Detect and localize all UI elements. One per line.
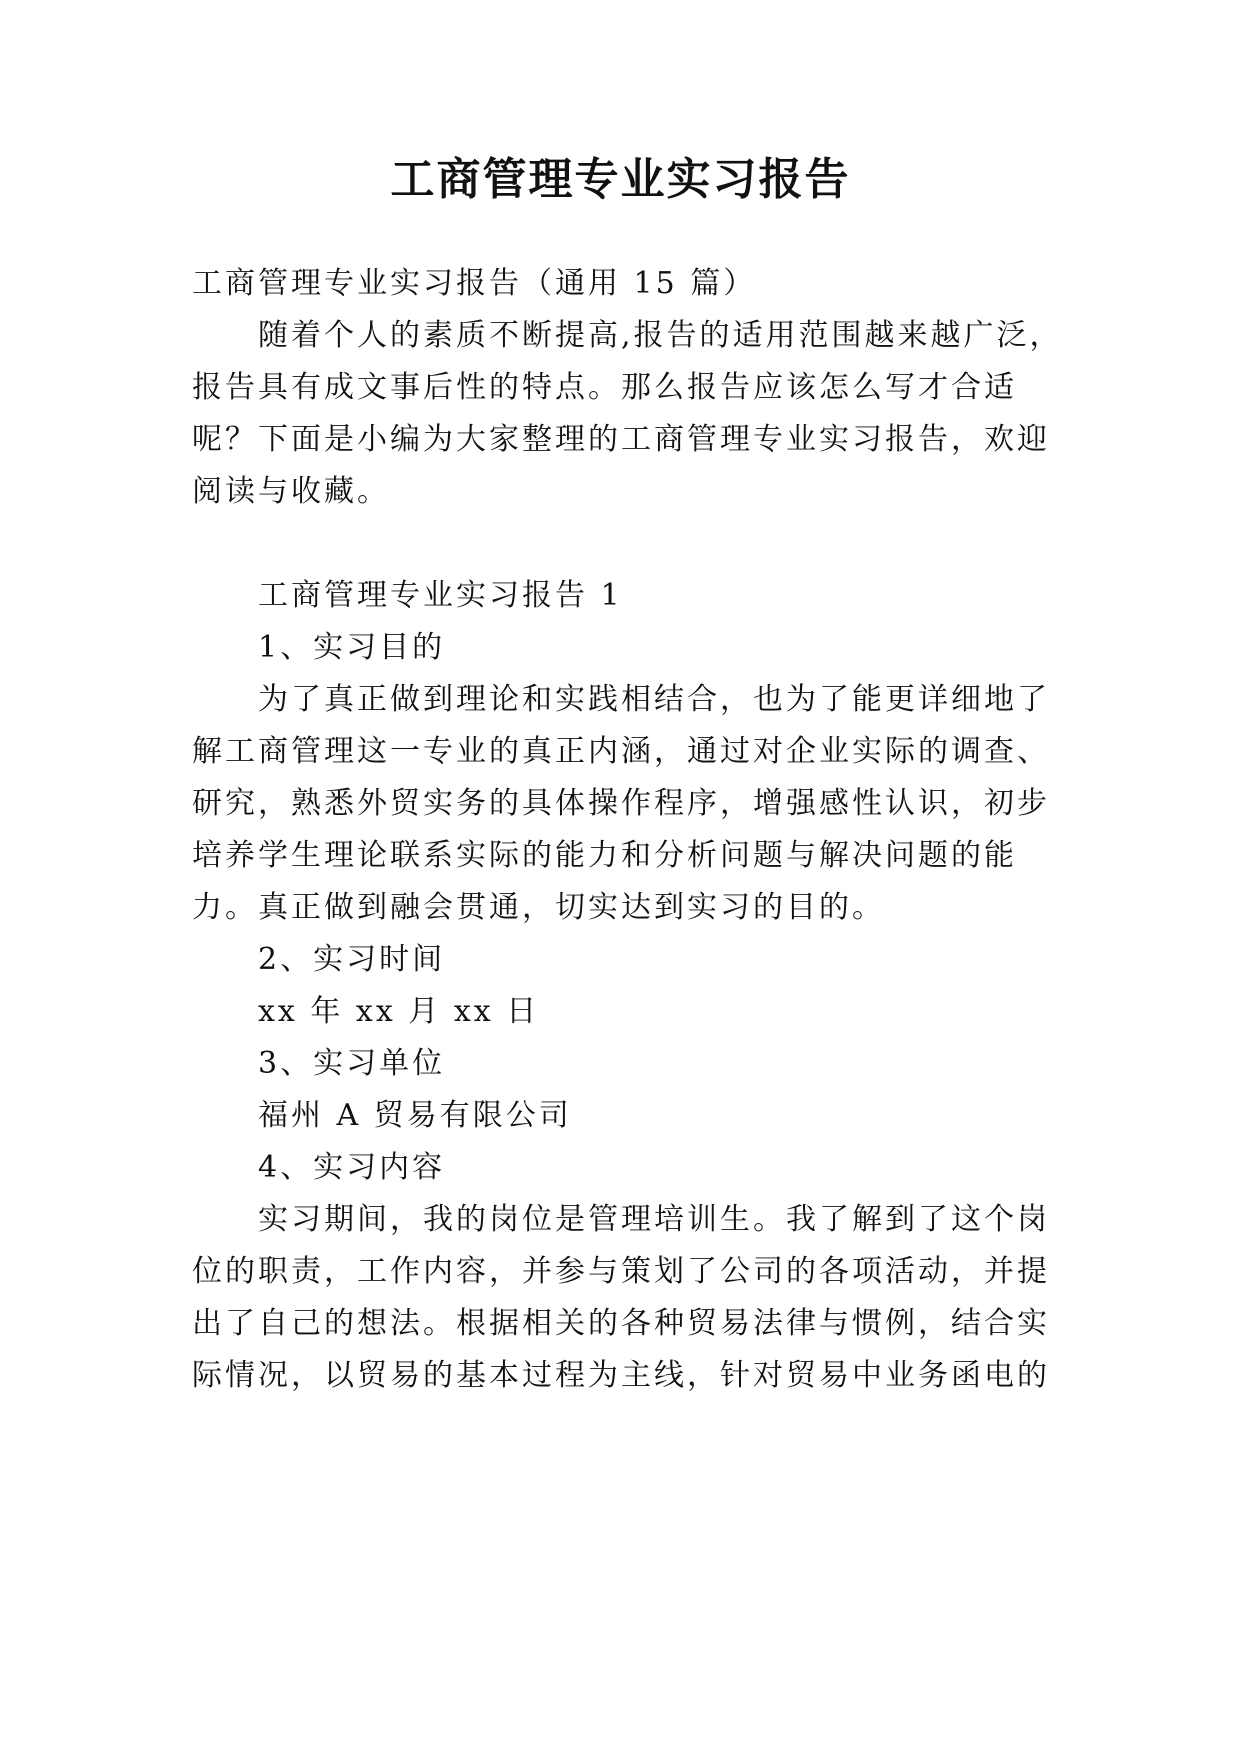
- item3-body: 福州 A 贸易有限公司: [258, 1098, 572, 1133]
- document-body: [192, 255, 1072, 1455]
- item2-body: xx 年 xx 月 xx 日: [258, 994, 540, 1029]
- item1-line-3: 研究，熟悉外贸实务的具体操作程序，增强感性认识，初步: [192, 786, 1050, 821]
- item-heading-2: 2、实习时间: [258, 942, 446, 977]
- page-title: 工商管理专业实习报告: [390, 154, 851, 205]
- item1-line-1: 为了真正做到理论和实践相结合，也为了能更详细地了: [258, 682, 1050, 717]
- item4-line-1: 实习期间，我的岗位是管理培训生。我了解到了这个岗: [258, 1202, 1050, 1237]
- item1-line-2: 解工商管理这一专业的真正内涵，通过对企业实际的调查、: [192, 734, 1050, 769]
- item4-line-4: 际情况，以贸易的基本过程为主线，针对贸易中业务函电的: [192, 1358, 1050, 1393]
- item4-line-2: 位的职责，工作内容，并参与策划了公司的各项活动，并提: [192, 1254, 1050, 1289]
- item4-line-3: 出了自己的想法。根据相关的各种贸易法律与惯例，结合实: [192, 1306, 1050, 1341]
- section-heading-1: 工商管理专业实习报告 1: [258, 578, 623, 613]
- item1-line-4: 培养学生理论联系实际的能力和分析问题与解决问题的能: [192, 838, 1017, 873]
- intro-line-2: 报告具有成文事后性的特点。那么报告应该怎么写才合适: [192, 370, 1017, 405]
- item-heading-4: 4、实习内容: [258, 1150, 446, 1185]
- item1-line-5: 力。真正做到融会贯通，切实达到实习的目的。: [192, 890, 885, 925]
- intro-line-3: 呢？下面是小编为大家整理的工商管理专业实习报告，欢迎: [192, 422, 1050, 457]
- item-heading-1: 1、实习目的: [258, 630, 446, 665]
- item-heading-3: 3、实习单位: [258, 1046, 446, 1081]
- intro-line-1: 随着个人的素质不断提高,报告的适用范围越来越广泛，: [258, 318, 1063, 353]
- subtitle: 工商管理专业实习报告（通用 15 篇）: [192, 266, 757, 301]
- intro-line-4: 阅读与收藏。: [192, 474, 390, 509]
